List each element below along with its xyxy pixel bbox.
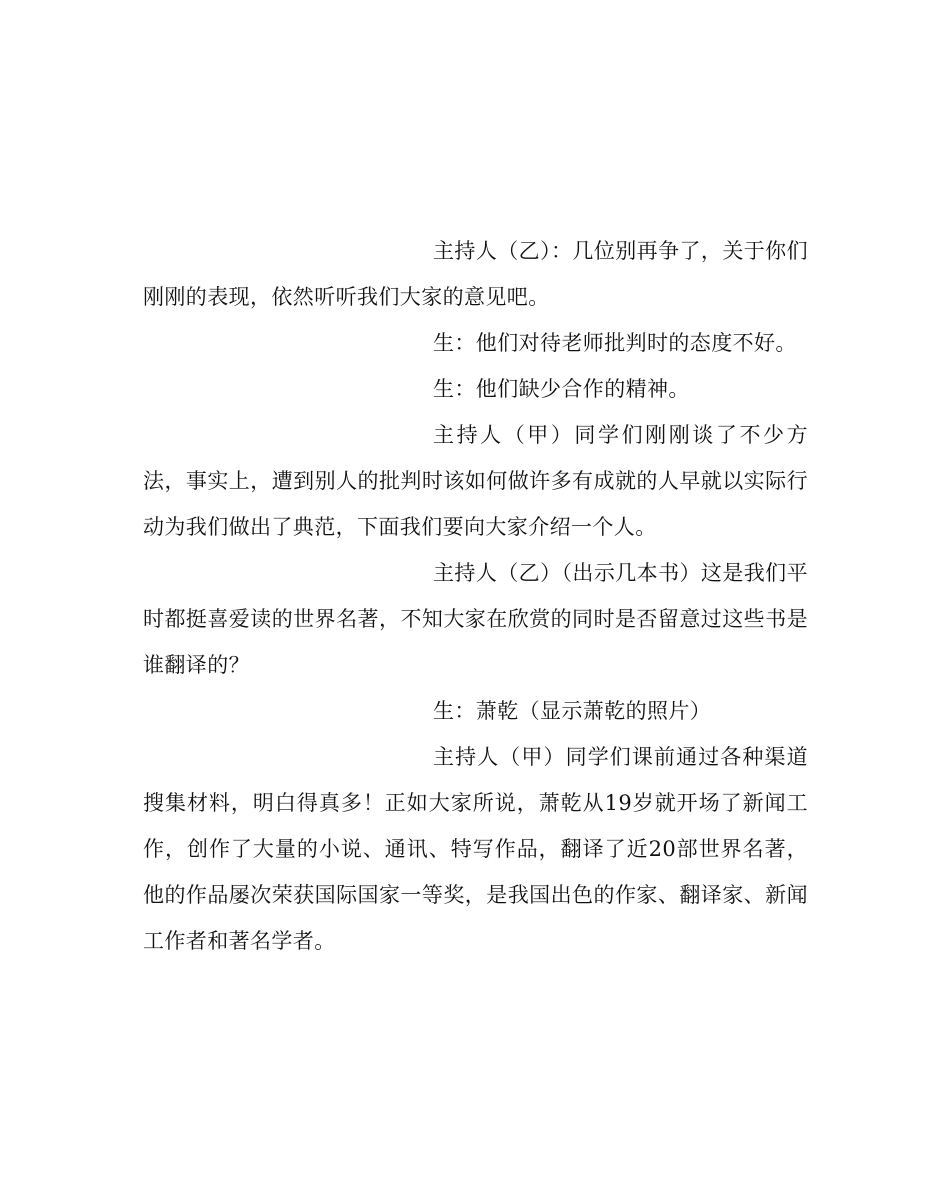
document-body (143, 228, 808, 964)
paragraph-host-a-2: 主持人（甲）同学们课前通过各种渠道搜集材料，明白得真多！正如大家所说，萧乾从19岁就开场了新闻工作，创作了大量的小说、通讯、特写作品，翻译了近20部世界名著，他的作品屡次荣获国际国家一等奖，是我国出色的作家、翻译家、新闻工作者和著名学者。 (143, 745, 808, 953)
paragraph-student-2: 生：他们缺少合作的精神。 (433, 377, 690, 401)
paragraph-host-b-2: 主持人（乙）（出示几本书）这是我们平时都挺喜爱读的世界名著，不知大家在欣赏的同时是否留意过这些书是谁翻译的？ (143, 561, 808, 677)
paragraph-student-3: 生：萧乾（显示萧乾的照片） (433, 699, 712, 723)
paragraph-student-1: 生：他们对待老师批判时的态度不好。 (433, 331, 797, 355)
paragraph-host-b-1: 主持人（乙）：几位别再争了，关于你们刚刚的表现，依然听听我们大家的意见吧。 (143, 239, 808, 309)
paragraph-host-a-1: 主持人（甲）同学们刚刚谈了不少方法，事实上，遭到别人的批判时该如何做许多有成就的人早就以实际行动为我们做出了典范，下面我们要向大家介绍一个人。 (143, 423, 808, 539)
